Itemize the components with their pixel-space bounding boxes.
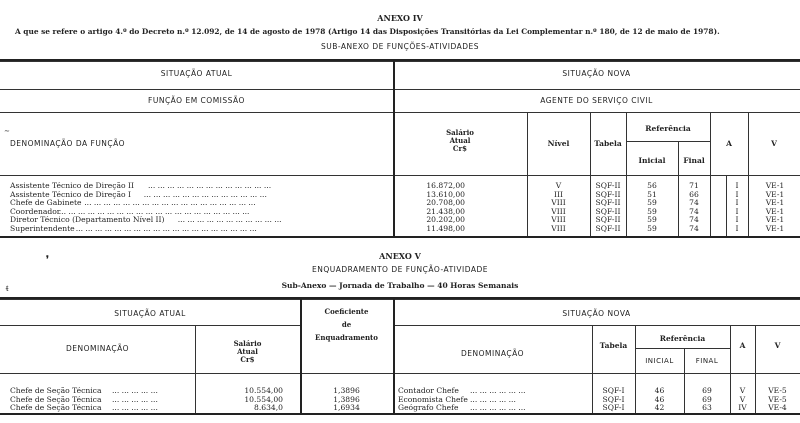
annex4-final-header: Final: [683, 156, 705, 165]
row-leader-dots: ... ... ... ... ... ... ... ... ... ... ... ... ...: [143, 189, 267, 199]
row-v: VE-1: [765, 198, 785, 208]
row-ref-final: 71: [689, 181, 699, 190]
row-tabela: SQF-II: [595, 206, 621, 216]
annex5-coeficiente-header: Coeficiente de Enquadramento: [315, 307, 378, 342]
row-new-denomination: Geógrafo Chefe: [398, 403, 459, 413]
annex4-referencia-header: Referência: [645, 124, 691, 133]
row-leader-dots: ... ... ... ... ...: [470, 394, 516, 404]
row-v: VE-1: [765, 181, 785, 190]
annex5-tabela-header: Tabela: [599, 341, 628, 350]
row-ref-final: 74: [689, 215, 699, 225]
row-leader-dots: ... ... ... ... ...: [112, 394, 158, 404]
row-leader-dots: ... ... ... ... ...: [112, 403, 158, 413]
row-coeficiente: 1,6934: [333, 403, 360, 413]
annex4-situacao-atual: SITUAÇÃO ATUAL: [160, 69, 233, 78]
row-v: VE-1: [765, 224, 785, 233]
row-ref-inicial: 56: [647, 181, 657, 190]
row-ref-inicial: 59: [647, 198, 657, 208]
row-ref-inicial: 59: [647, 206, 657, 216]
annex5-a-header: A: [739, 341, 746, 350]
row-tabela: SQF-II: [595, 181, 621, 190]
margin-mark: ∼: [4, 127, 10, 135]
row-denomination: Chefe de Seção Técnica: [10, 403, 102, 413]
row-tabela: SQF-I: [602, 386, 625, 395]
annex4-reference: A que se refere o artigo 4.º do Decreto n.º 12.092, de 14 de agosto de 1978 (Artigo 14 das Disposições Transitórias da Lei Complementar n.º 180, de 12 de maio de 1978).: [15, 27, 720, 36]
row-salary: 8.634,0: [254, 403, 283, 413]
annex5-subtitle: ENQUADRAMENTO DE FUNÇÃO-ATIVIDADE: [311, 265, 489, 274]
margin-mark: ᵵ: [6, 284, 9, 294]
row-ref-inicial: 59: [647, 215, 657, 225]
row-nivel: III: [554, 189, 563, 199]
row-denomination: Chefe de Seção Técnica: [10, 394, 102, 404]
row-coeficiente: 1,3896: [333, 394, 360, 404]
row-v: VE-5: [768, 386, 787, 395]
annex4-a-header: A: [726, 139, 732, 148]
row-tabela: SQF-II: [595, 198, 621, 208]
row-leader-dots: ... ... ... ... ...: [112, 386, 158, 395]
annex4-agente: AGENTE DO SERVIÇO CIVIL: [540, 96, 653, 105]
annex4-inicial-header: Inicial: [638, 156, 666, 165]
row-salary: 16.872,00: [426, 181, 465, 190]
row-nivel: VIII: [551, 215, 566, 225]
row-new-denomination: Contador Chefe: [398, 386, 459, 395]
annex5-v-header: V: [774, 341, 781, 350]
row-tabela: SQF-I: [602, 403, 625, 413]
row-a: I: [735, 189, 739, 199]
row-coeficiente: 1,3896: [333, 386, 360, 395]
row-ref-final: 69: [702, 386, 712, 395]
row-tabela: SQF-II: [595, 224, 621, 233]
row-a: V: [739, 394, 746, 404]
annex4-v-header: V: [771, 139, 777, 148]
row-ref-final: 69: [702, 394, 712, 404]
row-tabela: SQF-I: [602, 394, 625, 404]
row-leader-dots: ... ... ... ... ... ... ... ... ... ... ... ... ... ... ... ... ... ... ...: [75, 224, 257, 233]
annex4-title: ANEXO IV: [377, 13, 423, 23]
annex4-funcao-em-comissao: FUNÇÃO EM COMISSÃO: [148, 96, 245, 105]
row-ref-inicial: 46: [654, 386, 665, 395]
annex4-tabela-header: Tabela: [594, 139, 622, 148]
annex5-situacao-atual: SITUAÇÃO ATUAL: [114, 309, 186, 318]
row-salary: 10.554,00: [244, 386, 283, 395]
row-denomination: Diretor Técnico (Departamento Nível II): [10, 215, 165, 225]
row-tabela: SQF-II: [595, 215, 621, 225]
annex4-situacao-nova: SITUAÇÃO NOVA: [562, 69, 631, 78]
annex5-salario-header: Salário Atual Cr$: [233, 339, 262, 364]
row-salary: 13.610,00: [426, 189, 465, 199]
row-a: I: [735, 224, 739, 233]
row-leader-dots: ... ... ... ... ... ... ... ... ... ... ... ... ... ... ... ... ... ...: [84, 198, 256, 208]
row-ref-final: 63: [702, 403, 712, 413]
row-v: VE-1: [765, 189, 785, 199]
row-a: V: [739, 386, 746, 395]
row-nivel: VIII: [551, 198, 566, 208]
row-ref-inicial: 51: [647, 189, 657, 199]
row-salary: 20.202,00: [426, 215, 465, 225]
row-tabela: SQF-II: [595, 189, 621, 199]
row-denomination: Chefe de Gabinete: [10, 198, 82, 208]
row-salary: 10.554,00: [244, 394, 283, 404]
row-leader-dots: ... ... ... ... ... ...: [470, 386, 526, 395]
annex5-denominacao-header: DENOMINAÇÃO: [66, 344, 129, 353]
annex4-subtitle: SUB-ANEXO DE FUNÇÕES-ATIVIDADES: [320, 42, 480, 51]
annex5-final-header: FINAL: [695, 357, 719, 365]
row-v: VE-1: [765, 206, 785, 216]
row-ref-inicial: 46: [654, 394, 665, 404]
annex5-denominacao-nova-header: DENOMINAÇÃO: [461, 349, 524, 358]
row-nivel: V: [555, 181, 562, 190]
annex5-inicial-header: INICIAL: [645, 357, 674, 365]
annex5-title: ANEXO V: [379, 251, 421, 261]
row-v: VE-5: [768, 394, 787, 404]
row-a: I: [735, 215, 739, 225]
annex4-salario-header: Salário Atual Cr$: [446, 128, 474, 153]
row-ref-inicial: 59: [647, 224, 657, 233]
row-ref-final: 74: [689, 224, 699, 233]
row-denomination: Assistente Técnico de Direção I: [10, 189, 131, 199]
row-v: VE-4: [768, 403, 787, 413]
row-salary: 11.498,00: [426, 224, 465, 233]
row-nivel: VIII: [551, 224, 566, 233]
row-a: I: [735, 206, 739, 216]
annex5-situacao-nova: SITUAÇÃO NOVA: [562, 309, 631, 318]
row-leader-dots: ... ... ... ... ... ...: [470, 403, 526, 413]
row-a: I: [735, 181, 739, 190]
row-v: VE-1: [765, 215, 785, 225]
row-salary: 20.708,00: [426, 198, 465, 208]
row-nivel: VIII: [551, 206, 566, 216]
row-ref-inicial: 42: [654, 403, 665, 413]
row-denomination: Superintendente: [10, 224, 75, 233]
row-salary: 21.438,00: [426, 206, 465, 216]
row-denomination: Coordenador: [10, 206, 61, 216]
margin-mark: ❜: [46, 255, 49, 265]
annex4-nivel-header: Nível: [547, 139, 570, 148]
annex5-sub: Sub-Anexo — Jornada de Trabalho — 40 Horas Semanais: [281, 281, 519, 290]
row-ref-final: 74: [689, 206, 699, 216]
row-a: I: [735, 198, 739, 208]
annex5-referencia-header: Referência: [659, 334, 706, 343]
row-denomination: Assistente Técnico de Direção II: [10, 181, 134, 190]
annex4-denominacao-header: DENOMINAÇÃO DA FUNÇÃO: [10, 139, 126, 148]
row-leader-dots: ... ... ... ... ... ... ... ... ... ... ... ... ... ... ... ... ... ... ... ...: [58, 206, 250, 216]
row-ref-final: 74: [689, 198, 699, 208]
row-ref-final: 66: [689, 189, 699, 199]
row-leader-dots: ... ... ... ... ... ... ... ... ... ... ...: [177, 215, 282, 225]
row-leader-dots: ... ... ... ... ... ... ... ... ... ... ... ... ...: [148, 181, 272, 190]
row-a: IV: [738, 403, 747, 413]
row-denomination: Chefe de Seção Técnica: [10, 386, 102, 395]
row-new-denomination: Economista Chefe: [398, 394, 468, 404]
